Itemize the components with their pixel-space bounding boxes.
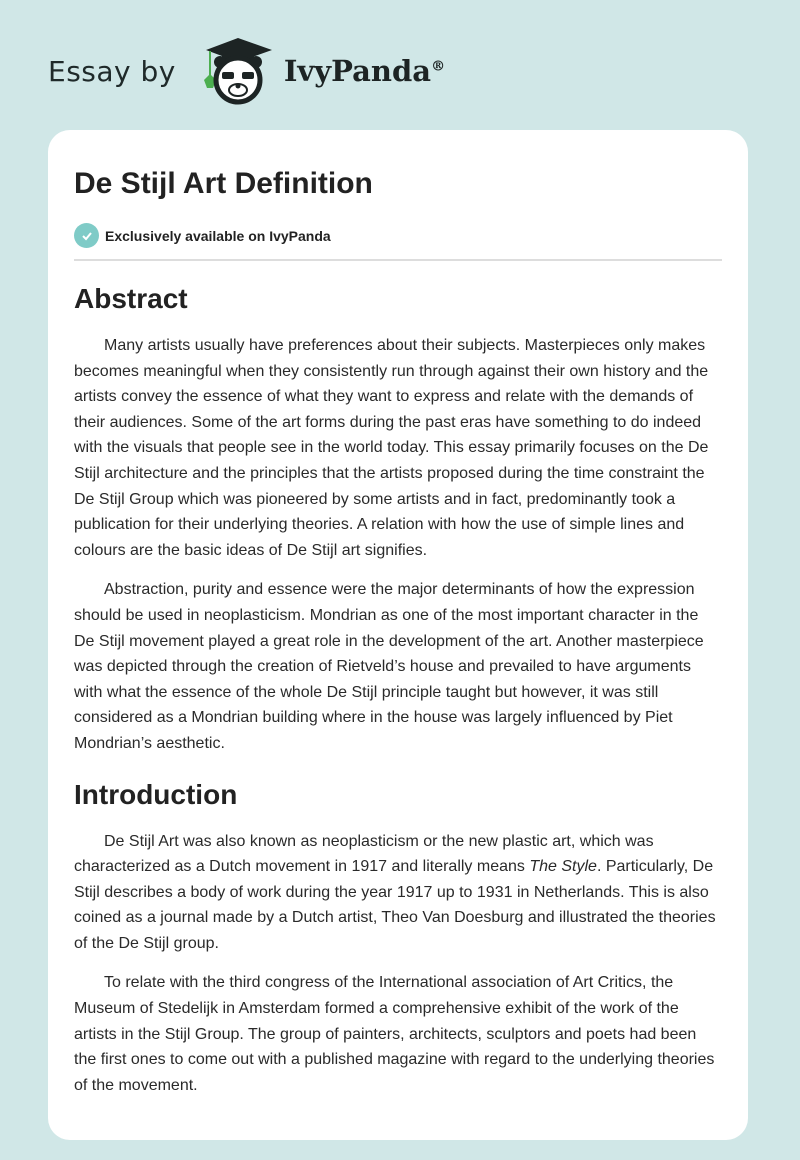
paragraph: De Stijl Art was also known as neoplasticism or the new plastic art, which was characterized as a Dutch movement in 1917 and literally means The Style. Particularly, De Stijl describes a body of work during the year 1917 up to 1931 in Netherlands. This is also coined as a journal made by a Dutch artist, Theo Van Doesburg and illustrated the theories of the De Stijl group. bbox=[74, 832, 716, 952]
paragraph: Many artists usually have preferences about their subjects. Masterpieces only makes becomes meaningful when they consistently run through against their own history and the artists convey the essence of what they want to express and relate with the demands of their audiences. Some of the art forms during the past eras have something to do indeed with the visuals that people see in the world today. This essay primarily focuses on the De Stijl architecture and the principles that the artists proposed during the time constraint the De Stijl Group which was pioneered by some artists and in fact, predominantly took a publication for their underlying theories. A relation with how the use of simple lines and colours are the basic ideas of De Stijl art signifies. bbox=[74, 337, 709, 559]
section-heading: Introduction bbox=[74, 778, 238, 810]
ivypanda-logo-icon[interactable] bbox=[194, 36, 280, 106]
page-title: De Stijl Art Definition bbox=[74, 167, 373, 200]
essay-by-label: Essay by bbox=[48, 54, 176, 88]
brand-name: IvyPanda® bbox=[283, 54, 446, 88]
exclusive-badge bbox=[74, 223, 722, 248]
check-icon bbox=[74, 223, 99, 248]
site-header bbox=[48, 36, 445, 106]
divider bbox=[74, 259, 722, 261]
paragraph: Abstraction, purity and essence were the major determinants of how the expression should be used in neoplasticism. Mondrian as one of the most important character in the De Stijl movement played a great role in the development of the art. Another masterpiece was depicted through the creation of Rietveld’s house and prevailed to have arguments with what the essence of the whole De Stijl principle taught but however, it was still considered as a Mondrian building where in the house was largely influenced by Piet Mondrian’s aesthetic. bbox=[74, 581, 704, 752]
paragraph: To relate with the third congress of the International association of Art Critics, the Museum of Stedelijk in Amsterdam formed a comprehensive exhibit of the work of the artists in the Stijl Group. The group of painters, architects, sculptors and poets had been the first ones to come out with a published magazine with regard to the underlying theories of the movement. bbox=[74, 974, 715, 1094]
section-heading: Abstract bbox=[74, 283, 188, 314]
essay-card bbox=[48, 130, 748, 1140]
badge-label: Exclusively available on IvyPanda bbox=[105, 227, 331, 244]
